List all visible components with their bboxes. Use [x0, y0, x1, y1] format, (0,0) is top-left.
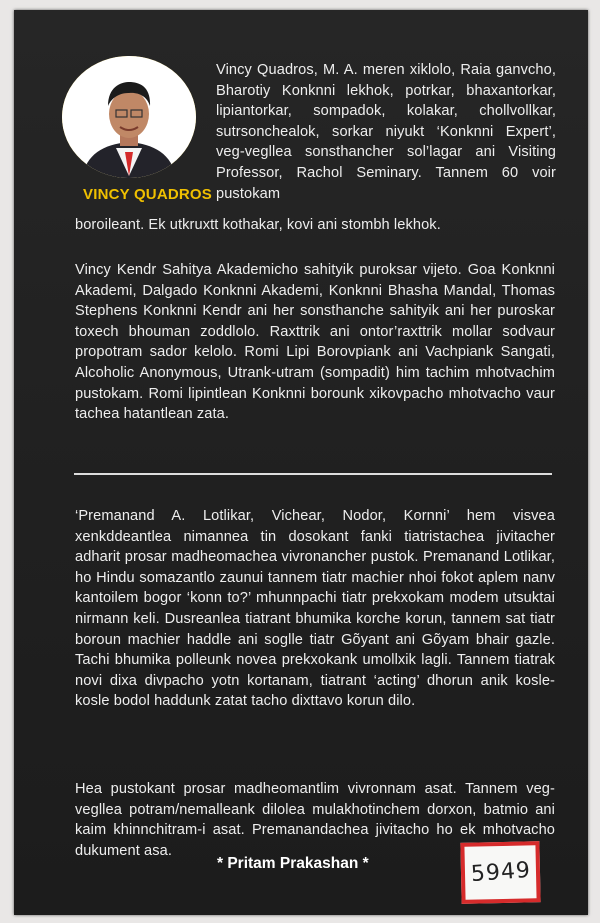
author-name: VINCY QUADROS: [83, 186, 213, 203]
price-sticker-number: 5949: [470, 857, 532, 888]
author-bio-awards: Vincy Kendr Sahitya Akademicho sahityik puroksar vijeto. Goa Konknni Akademi, Dalgado Konknni Akademi, Konknni Bhasha Mandal, Thomas Stephens Konknni Kendr ani her sonsthanche sahityik ani her puroskar toxech bhouman zoddlolo. Raxttrik ani ontor’raxttrik mollar sodvaur propotram sador kelolo. Romi Lipi Borovpiank ani Vachpiank Sangati, Alcoholic Anonymous, Utrank-utram (sompadit) him tachim mhotvachim pustokam. Romi lipintlean Konknni borounk xikovpacho mhotvacho vaur tachea hatantlean zata.: [75, 262, 555, 423]
price-sticker: [460, 841, 540, 904]
author-bio-intro-tail: boroileant. Ek utkruxtt kothakar, kovi ani stombh lekhok.: [75, 217, 441, 233]
author-photo: [62, 56, 196, 178]
publisher-name: * Pritam Prakashan *: [217, 855, 369, 872]
back-cover: [14, 10, 588, 915]
section-divider: [74, 473, 552, 475]
book-contents-note: Hea pustokant prosar madheomantlim vivronnam asat. Tannem veg-vegllea potram/nemalleank dilolea mulakhotinchem dorxon, batmio ani kaim khinnchitram-i asat. Premanandachea jivitacho ho ek mhotvacho dukument asa.: [75, 781, 555, 859]
book-description: ‘Premanand A. Lotlikar, Vichear, Nodor, Kornni’ hem visvea xenkddeantlea nimannea tin dosokant fanki tiatristachea jivitacher adharit prosar madheomachea vivronancher pustok. Premanand Lotlikar, ho Hindu somazantlo zaunui tannem tiatr machier nhoi fokot aplem nanv kantoilem bogor ‘konn to?’ mhunnpachi tiatr prekxokam modem utsuktai nirmann keli. Dusreanlea tiatrant bhumika korche korun, tannem sat tiatr boroun machier haddle ani soglle tiatr Gõyant ani Gõyam bhair gazle. Tachi bhumika polleunk novea prekxokank umollxik lagli. Tannem tiatrak novi dixa divpacho yotn kortanam, tiatrant ‘acting’ dhorun anik kosle-kosle bodol haddunk zatat tacho dixttavo korun dilo.: [75, 508, 555, 710]
author-bio-intro: Vincy Quadros, M. A. meren xiklolo, Raia ganvcho, Bharotiy Konknni lekhok, potrkar, bhaxantorkar, lipiantorkar, sompadok, kolakar, chollvollkar, sutrsonchealok, sorkar niyukt ‘Konknni Expert’, veg-vegllea sonsthancher sol’lagar ani Visiting Professor, Rachol Seminary. Tannem 60 voir pustokam: [216, 62, 556, 202]
